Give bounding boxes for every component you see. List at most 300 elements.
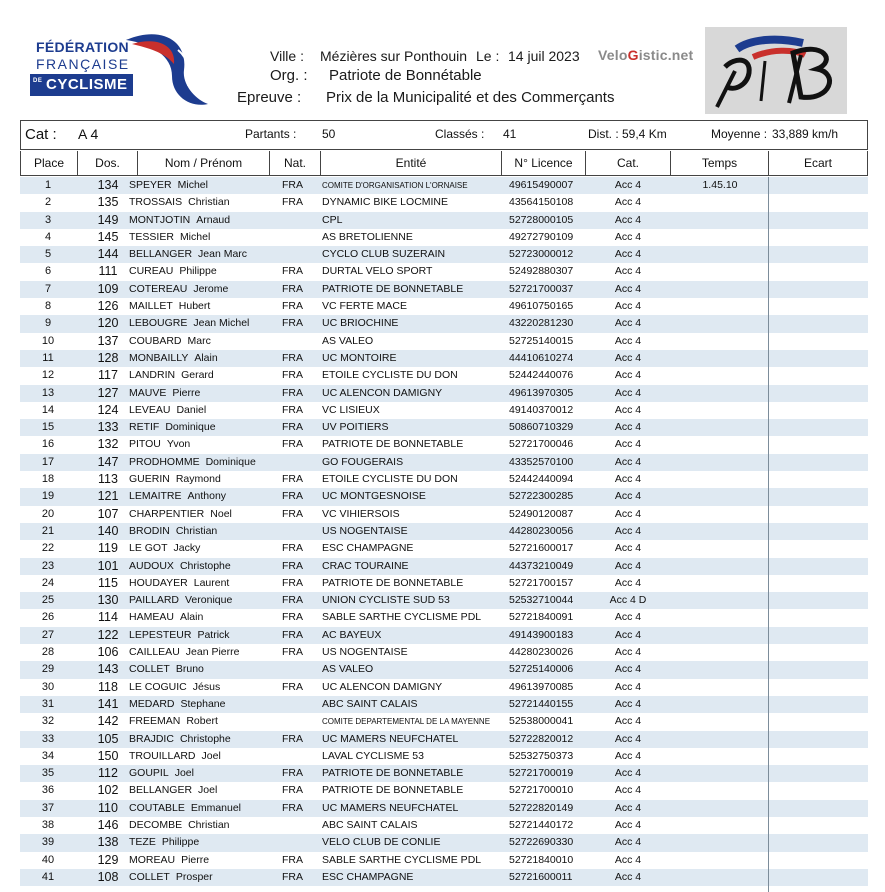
first-name: Robert: [186, 715, 218, 728]
dossard-cell: 113: [98, 472, 118, 487]
nationality-cell: FRA: [282, 594, 303, 607]
distance: Dist. : 59,4 Km: [588, 127, 667, 141]
licence-cell: 43564150108: [509, 196, 574, 209]
entity-cell: ABC SAINT CALAIS: [322, 697, 418, 710]
entity-cell: CPL: [322, 213, 343, 226]
category-cell: Acc 4: [614, 715, 642, 728]
licence-cell: 44410610274: [509, 351, 574, 364]
entity-cell: AS VALEO: [322, 663, 374, 676]
place-cell: 33: [41, 732, 55, 745]
table-row: [20, 315, 868, 332]
dossard-cell: 102: [97, 783, 119, 798]
table-row: [20, 436, 868, 453]
first-name: Dominique: [205, 455, 256, 468]
name-cell: [129, 230, 210, 245]
nationality-cell: FRA: [282, 646, 303, 659]
first-name: Joel: [201, 749, 221, 762]
entity-cell: VC FERTE MACE: [322, 300, 407, 313]
name-cell: [129, 489, 226, 504]
results-table-header: [20, 151, 868, 176]
dossard-cell: 111: [98, 264, 118, 279]
first-name: Jésus: [192, 680, 221, 693]
licence-cell: 52721700010: [509, 784, 574, 797]
veloGistic-brand: VeloGistic.net: [598, 47, 694, 63]
place-cell: 30: [41, 680, 55, 693]
last-name: TEZE: [129, 836, 156, 849]
place-cell: 15: [41, 421, 55, 434]
licence-cell: 49140370012: [509, 403, 574, 416]
place-cell: 9: [44, 317, 52, 330]
licence-cell: 52721440155: [509, 697, 574, 710]
category-cell: Acc 4: [614, 196, 642, 209]
first-name: Christian: [175, 524, 218, 537]
first-name: Laurent: [193, 576, 230, 589]
nationality-cell: FRA: [282, 386, 303, 399]
last-name: MAUVE: [129, 386, 167, 399]
category-cell: Acc 4: [614, 230, 642, 243]
nationality-cell: FRA: [282, 179, 303, 191]
dossard-cell: 133: [97, 420, 119, 435]
nationality-cell: FRA: [282, 490, 303, 503]
name-cell: [129, 628, 230, 643]
col-nom-prenom: Nom / Prénom: [138, 151, 270, 175]
federation-line1: FÉDÉRATION: [36, 39, 129, 55]
name-cell: [129, 334, 211, 349]
table-row: [20, 869, 868, 886]
col-cat: Cat.: [586, 151, 671, 175]
entity-cell: AS BRETOLIENNE: [322, 230, 413, 243]
last-name: COLLET: [129, 870, 170, 883]
place-cell: 18: [41, 473, 55, 486]
place-cell: 38: [41, 818, 55, 831]
category-cell: Acc 4: [614, 473, 642, 486]
col-temps: Temps: [671, 151, 769, 175]
name-cell: [129, 264, 217, 279]
category-cell: Acc 4: [614, 663, 642, 676]
last-name: PRODHOMME: [129, 455, 200, 468]
dossard-cell: 124: [97, 402, 119, 417]
table-row: [20, 246, 868, 263]
entity-cell: US NOGENTAISE: [322, 524, 408, 537]
dossard-cell: 137: [97, 333, 119, 348]
licence-cell: 52725140006: [509, 663, 574, 676]
table-row: [20, 731, 868, 748]
col-ecart: Ecart: [803, 156, 832, 170]
dossard-cell: 149: [97, 212, 119, 227]
entity-cell: CYCLO CLUB SUZERAIN: [322, 248, 446, 261]
place-cell: 34: [41, 749, 55, 762]
last-name: BRAJDIC: [129, 732, 174, 745]
federation-line3: [30, 74, 133, 96]
category-cell: Acc 4: [614, 836, 642, 849]
first-name: Pierre: [181, 853, 210, 866]
dossard-cell: 127: [97, 385, 119, 400]
licence-cell: 43352570100: [509, 455, 574, 468]
last-name: CAILLEAU: [129, 646, 180, 659]
category-cell: Acc 4: [614, 542, 642, 555]
table-row: [20, 367, 868, 384]
licence-cell: 52721700157: [509, 576, 574, 589]
place-cell: 36: [41, 784, 55, 797]
last-name: RETIF: [129, 421, 160, 434]
nationality-cell: FRA: [282, 559, 303, 572]
category-cell: Acc 4: [614, 334, 642, 347]
category-cell: Acc 4 D: [609, 594, 647, 607]
category-cell: Acc 4: [614, 749, 642, 762]
category-cell: Acc 4: [614, 801, 642, 814]
ffc-logo: [22, 28, 212, 114]
category-cell: Acc 4: [614, 386, 642, 399]
first-name: Jerome: [193, 282, 229, 295]
name-cell: [129, 195, 230, 210]
table-row: [20, 782, 868, 799]
dossard-cell: 138: [97, 835, 119, 850]
last-name: BELLANGER: [129, 784, 193, 797]
table-row: [20, 817, 868, 834]
licence-cell: 52442440076: [509, 369, 574, 382]
first-name: Arnaud: [196, 213, 231, 226]
col-licence: N° Licence: [502, 151, 586, 175]
place-cell: 24: [41, 576, 55, 589]
table-row: [20, 281, 868, 298]
first-name: Alain: [179, 611, 204, 624]
last-name: LEVEAU: [129, 403, 171, 416]
category-cell: Acc 4: [614, 403, 642, 416]
place-cell: 31: [41, 697, 55, 710]
nationality-cell: FRA: [282, 265, 303, 278]
entity-cell: ETOILE CYCLISTE DU DON: [322, 473, 458, 486]
first-name: Anthony: [187, 490, 227, 503]
name-cell: [129, 732, 231, 747]
dossard-cell: 132: [97, 437, 119, 452]
place-cell: 39: [41, 836, 55, 849]
table-row: [20, 592, 868, 609]
table-row: [20, 661, 868, 678]
first-name: Hubert: [178, 300, 211, 313]
entity-cell: GO FOUGERAIS: [322, 455, 404, 468]
last-name: MOREAU: [129, 853, 176, 866]
last-name: LEPESTEUR: [129, 628, 192, 641]
licence-cell: 52728000105: [509, 213, 574, 226]
place-cell: 25: [41, 594, 55, 607]
table-row: [20, 212, 868, 229]
licence-cell: 52442440094: [509, 473, 574, 486]
first-name: Dominique: [165, 421, 216, 434]
first-name: Philippe: [161, 836, 200, 849]
place-cell: 19: [41, 490, 55, 503]
last-name: BRODIN: [129, 524, 170, 537]
category-cell: Acc 4: [614, 490, 642, 503]
table-row: [20, 298, 868, 315]
dossard-cell: 142: [97, 714, 119, 729]
dossard-cell: 105: [97, 731, 119, 746]
category-cell: Acc 4: [614, 680, 642, 693]
epreuve-value: Prix de la Municipalité et des Commerçants: [326, 89, 615, 106]
nationality-cell: FRA: [282, 542, 303, 555]
partants-value: 50: [322, 127, 336, 141]
category-cell: Acc 4: [614, 455, 642, 468]
first-name: Raymond: [175, 473, 221, 486]
entity-cell: COMITE D'ORGANISATION L'ORNAISE: [322, 181, 468, 190]
name-cell: [129, 697, 225, 712]
nationality-cell: FRA: [282, 507, 303, 520]
licence-cell: 52538000041: [509, 715, 574, 728]
table-row: [20, 713, 868, 730]
category-cell: Acc 4: [614, 576, 642, 589]
licence-cell: 52722690330: [509, 836, 574, 849]
name-cell: [129, 351, 218, 366]
first-name: Jean Marc: [198, 248, 248, 261]
place-cell: 22: [41, 542, 55, 555]
table-row: [20, 402, 868, 419]
category-cell: Acc 4: [614, 421, 642, 434]
licence-cell: 49613970305: [509, 386, 574, 399]
first-name: Jean Pierre: [185, 646, 240, 659]
entity-cell: UNION CYCLISTE SUD 53: [322, 594, 450, 607]
dossard-cell: 129: [97, 852, 119, 867]
table-row: [20, 558, 868, 575]
dossard-cell: 134: [97, 178, 119, 192]
nationality-cell: FRA: [282, 784, 303, 797]
dossard-cell: 114: [98, 610, 118, 625]
category-cell: Acc 4: [614, 179, 642, 191]
category-cell: Acc 4: [614, 213, 642, 226]
federation-line3-text: CYCLISME: [46, 76, 128, 93]
entity-cell: US NOGENTAISE: [322, 646, 408, 659]
dossard-cell: 107: [97, 506, 119, 521]
nationality-cell: FRA: [282, 351, 303, 364]
epreuve-label: Epreuve :: [237, 89, 302, 106]
place-cell: 2: [44, 196, 52, 209]
first-name: Prosper: [175, 870, 213, 883]
place-cell: 16: [41, 438, 55, 451]
first-name: Veronique: [185, 594, 233, 607]
licence-cell: 52721700046: [509, 438, 574, 451]
name-cell: [129, 368, 214, 383]
name-cell: [129, 437, 190, 452]
nationality-cell: FRA: [282, 300, 303, 313]
licence-cell: 43220281230: [509, 317, 574, 330]
category-cell: Acc 4: [614, 767, 642, 780]
last-name: COUTABLE: [129, 801, 185, 814]
entity-cell: DURTAL VELO SPORT: [322, 265, 433, 278]
first-name: Jean Michel: [193, 317, 250, 330]
name-cell: [129, 507, 232, 522]
classes-label: Classés :: [435, 127, 485, 141]
first-name: Noel: [210, 507, 232, 520]
dossard-cell: 115: [98, 575, 118, 590]
name-cell: [129, 645, 239, 660]
table-row: [20, 523, 868, 540]
name-cell: [129, 853, 209, 868]
category-cell: Acc 4: [614, 369, 642, 382]
nationality-cell: FRA: [282, 421, 303, 434]
place-cell: 11: [42, 351, 54, 364]
dossard-cell: 110: [98, 800, 118, 815]
entity-cell: UC MONTGESNOISE: [322, 490, 426, 503]
entity-cell: ESC CHAMPAGNE: [322, 542, 414, 555]
last-name: DECOMBE: [129, 818, 183, 831]
entity-cell: UC BRIOCHINE: [322, 317, 399, 330]
entity-cell: UC MAMERS NEUFCHATEL: [322, 801, 459, 814]
place-cell: 35: [41, 767, 55, 780]
category-cell: Acc 4: [614, 265, 642, 278]
name-cell: [129, 576, 229, 591]
table-row: [20, 229, 868, 246]
place-cell: 7: [44, 282, 52, 295]
name-cell: [129, 714, 218, 729]
cat-label: Cat :: [25, 126, 57, 143]
last-name: MEDARD: [129, 697, 175, 710]
first-name: Jacky: [173, 542, 201, 555]
federation-line2: FRANÇAISE: [36, 56, 130, 72]
category-cell: Acc 4: [614, 646, 642, 659]
table-row: [20, 748, 868, 765]
table-row: [20, 852, 868, 869]
table-row: [20, 696, 868, 713]
first-name: Patrick: [197, 628, 230, 641]
dossard-cell: 140: [97, 523, 119, 538]
ville-label: Ville :: [270, 48, 304, 64]
column-separator: [768, 177, 769, 892]
place-cell: 3: [44, 213, 52, 226]
name-cell: [129, 178, 208, 193]
name-cell: [129, 610, 203, 625]
nationality-cell: FRA: [282, 369, 303, 382]
first-name: Bruno: [175, 663, 204, 676]
last-name: MAILLET: [129, 300, 173, 313]
club-logo: [705, 27, 847, 114]
place-cell: 8: [44, 300, 52, 313]
entity-cell: COMITE DEPARTEMENTAL DE LA MAYENNE: [322, 717, 491, 727]
entity-cell: SABLE SARTHE CYCLISME PDL: [322, 853, 482, 866]
col-nat: Nat.: [270, 151, 321, 175]
first-name: Marc: [187, 334, 211, 347]
moyenne-label: Moyenne :: [711, 127, 768, 141]
category-cell: Acc 4: [614, 732, 642, 745]
dossard-cell: 150: [97, 748, 119, 763]
category-cell: Acc 4: [614, 317, 642, 330]
place-cell: 10: [41, 334, 55, 347]
place-cell: 12: [41, 369, 55, 382]
last-name: HAMEAU: [129, 611, 174, 624]
col-place: Place: [21, 151, 78, 175]
entity-cell: UC MONTOIRE: [322, 351, 397, 364]
last-name: COUBARD: [129, 334, 182, 347]
last-name: MONBAILLY: [129, 351, 189, 364]
entity-cell: PATRIOTE DE BONNETABLE: [322, 438, 464, 451]
category-cell: Acc 4: [614, 507, 642, 520]
dossard-cell: 143: [97, 662, 119, 677]
name-cell: [129, 472, 221, 487]
table-row: [20, 385, 868, 402]
licence-cell: 52722820012: [509, 732, 574, 745]
place-cell: 41: [41, 870, 55, 883]
licence-cell: 49613970085: [509, 680, 574, 693]
table-row: [20, 800, 868, 817]
place-cell: 32: [41, 715, 55, 728]
last-name: LEBOUGRE: [129, 317, 188, 330]
dossard-cell: 135: [97, 195, 119, 210]
dossard-cell: 145: [97, 229, 119, 244]
entity-cell: CRAC TOURAINE: [322, 559, 409, 572]
last-name: LE COGUIC: [129, 680, 187, 693]
last-name: COLLET: [129, 663, 170, 676]
category-summary: [20, 120, 868, 150]
category-cell: Acc 4: [614, 784, 642, 797]
place-cell: 5: [44, 248, 52, 261]
name-cell: [129, 818, 230, 833]
last-name: GUERIN: [129, 473, 170, 486]
first-name: Philippe: [179, 265, 217, 278]
first-name: Stephane: [180, 697, 226, 710]
category-cell: Acc 4: [614, 351, 642, 364]
name-cell: [129, 593, 232, 608]
place-cell: 14: [41, 403, 55, 416]
name-cell: [129, 783, 217, 798]
licence-cell: 49615490007: [509, 179, 574, 191]
col-dos: Dos.: [78, 151, 138, 175]
last-name: COTEREAU: [129, 282, 188, 295]
dossard-cell: 101: [97, 558, 119, 573]
federation-line3-prefix: DE: [33, 78, 43, 84]
nationality-cell: FRA: [282, 680, 303, 693]
table-row: [20, 627, 868, 644]
entity-cell: UC ALENCON DAMIGNY: [322, 680, 443, 693]
category-cell: Acc 4: [614, 438, 642, 451]
nationality-cell: FRA: [282, 282, 303, 295]
place-cell: 13: [41, 386, 55, 399]
first-name: Christian: [188, 196, 230, 209]
last-name: TESSIER: [129, 230, 174, 243]
first-name: Daniel: [176, 403, 207, 416]
entity-cell: UV POITIERS: [322, 421, 389, 434]
category-cell: Acc 4: [614, 818, 642, 831]
last-name: FREEMAN: [129, 715, 181, 728]
entity-cell: PATRIOTE DE BONNETABLE: [322, 576, 464, 589]
entity-cell: ESC CHAMPAGNE: [322, 870, 414, 883]
name-cell: [129, 835, 199, 850]
first-name: Christophe: [179, 732, 231, 745]
nationality-cell: FRA: [282, 403, 303, 416]
partants-label: Partants :: [245, 127, 297, 141]
last-name: PITOU: [129, 438, 161, 451]
place-cell: 4: [44, 230, 52, 243]
entity-cell: ABC SAINT CALAIS: [322, 818, 418, 831]
licence-cell: 52721440172: [509, 818, 574, 831]
licence-cell: 49272790109: [509, 230, 574, 243]
name-cell: [129, 455, 256, 470]
category-cell: Acc 4: [614, 870, 642, 883]
name-cell: [129, 282, 228, 297]
category-cell: Acc 4: [614, 559, 642, 572]
dossard-cell: 112: [98, 766, 118, 781]
dossard-cell: 106: [97, 645, 119, 660]
name-cell: [129, 316, 249, 331]
name-cell: [129, 662, 204, 677]
licence-cell: 52490120087: [509, 507, 574, 520]
table-row: [20, 471, 868, 488]
name-cell: [129, 213, 230, 228]
first-name: Alain: [194, 351, 218, 364]
entity-cell: PATRIOTE DE BONNETABLE: [322, 767, 464, 780]
classes-value: 41: [503, 127, 517, 141]
category-cell: Acc 4: [614, 300, 642, 313]
licence-cell: 52725140015: [509, 334, 574, 347]
table-row: [20, 263, 868, 280]
org-label: Org. :: [270, 67, 308, 84]
nationality-cell: FRA: [282, 438, 303, 451]
